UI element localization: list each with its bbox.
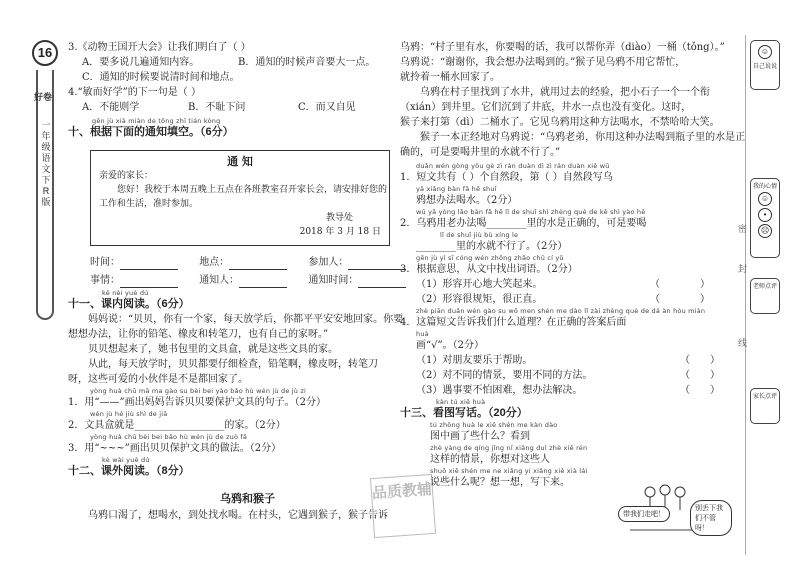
question-4-cont: 画“√”。（2分） [416,340,484,351]
pinyin: tú zhōng huà le xiē shén me kàn dào [430,421,558,429]
pinyin: kè wài yuè dú [102,456,150,464]
section-12-title: 十二、课外阅读。（8分） [68,465,190,477]
prompt-line: 图中画了些什么？看到 [430,431,530,442]
paragraph: 乌鸦说：“谢谢你，我会想办法喝到的。”猴子见乌鸦不用它帮忙， [400,57,686,68]
happy-face-icon[interactable]: ☺ [758,192,772,206]
page-number: 16 [32,40,58,66]
teacher-comment-card: 老师点评 [750,278,780,314]
choice: （3）遇事要不怕困难，想办法解决。 [416,385,583,396]
logo: 好卷 [34,92,53,102]
pinyin: huà [416,330,429,338]
paragraph: 呀，这些可爱的小伙伴是不是都回家了。 [68,374,248,385]
pinyin: zhè yàng de qíng jǐng nǐ xiǎng duì zhè xiē rén [430,444,588,452]
section-13-title: 十三、看图写话。（20分） [400,407,528,419]
paragraph: 想想办法，让你的铅笔、橡皮和转笔刀，也有自己的家呀。” [68,329,329,340]
paragraph: 猴子来打第（dì）二桶水了。它见乌鸦用这种方法喝水，不禁哈哈大笑。 [400,117,720,128]
pinyin: lǐ de shuǐ jiù bù xíng le [440,231,519,239]
notice-box [90,150,390,246]
blank-attendee[interactable] [348,260,406,270]
grade-label: 一年级语文下R版 [41,120,51,207]
paragraph: 乌鸦口渴了，想喝水，到处找水喝。在村头，它遇到猴子，猴子告诉 [88,510,388,521]
option-a: A．要多说几遍通知内容。 [82,57,200,68]
pinyin: yòng huà chū mā ma gào su bèi bei yào bǎo hù wén jù de jù zi [90,387,307,395]
question-3: 3．根据意思，从文中找出词语。（2分） [400,264,578,275]
blank-time[interactable] [120,260,178,270]
pinyin: duǎn wén gòng yǒu gè zì rán duàn dì zì rán duàn xiě wū [416,162,610,170]
notice-sender: 教导处 [325,213,353,223]
pinyin: shuō xiē shén me ne xiǎng yi xiǎng xiě xià lái [430,467,588,475]
left-column [68,40,393,140]
question-1: 1．短文共有（ ）个自然段，第（ ）自然段写乌 [400,172,613,183]
face-icon: ☺ [758,45,772,59]
notice-title: 通 知 [227,155,253,168]
option-b: B．通知的时候声音要大一点。 [238,57,376,68]
paragraph: （xián）到井里。它们沉到了井底，井水一点也没有变化。这时， [400,102,692,113]
blank-notifier[interactable] [239,278,287,288]
question-2: 2．乌鸦用老办法喝________里的水是正确的，可是要喝 [400,218,647,229]
pinyin: wén jù hé jiù shì de jiā [90,410,168,418]
sub-question: （1）形容开心地大笑起来。 [416,279,543,290]
seal-label: 密 [738,225,748,235]
story-title: 乌鸦和猴子 [220,493,275,505]
pinyin: gēn jù xià miàn de tōng zhī tián kòng [92,117,221,125]
watermark: 品质教辅 [370,474,436,538]
fill-row-1: 时间： 地点： 参加人： [90,256,406,270]
paragraph: 确的，可是要喝井里的水就不行了。” [400,147,561,158]
paragraph: 妈妈说：“贝贝，你有一个家，每天放学后，你都平平安安地回家。你要 [88,314,404,325]
paragraph: 猴子一本正经地对乌鸦说：“乌鸦老弟，你用这种办法喝到瓶子里的水是正 [420,132,746,143]
fill-row-2: 事情： 通知人： 通知时间： [90,274,406,288]
sub-question: （2）形容很规矩，很正直。 [416,294,543,305]
pinyin: wū yā yòng lǎo bàn fǎ hē lǐ de shuǐ shì zhèng què de kě shì yào hē [416,208,646,216]
pinyin: kè nèi yuè dú [102,289,149,297]
pinyin: gēn jù yì sī cóng wén zhōng zhǎo chū cí yǔ [416,254,564,262]
self-talk-card: ☺ 自己说说 [750,40,780,90]
prompt-line: 说些什么呢？想一想，写下来。 [430,477,570,488]
prompt-line: 这样的情景，你想对这些人 [430,454,550,465]
option-a: A．不能则学 [82,102,140,113]
question-11-1: 1．用“——”画出妈妈告诉贝贝要保护文具的句子。（2分） [68,397,326,408]
notice-date: 2018 年 3 月 18 日 [299,227,381,237]
blank-place[interactable] [229,260,287,270]
paragraph: 乌鸦在村子里找到了水井，就用过去的经验，把小石子一个一个衔 [420,87,710,98]
notice-body: 您好！我校于本周五晚上五点在各班教室召开家长会，请安排好您的 [117,185,388,195]
mood-card: 我的心情 ☺ • ☹ [750,178,780,258]
paragraph: 从此，每天放学时，贝贝都要仔细检查，铅笔啊，橡皮呀，转笔刀 [88,359,378,370]
notice-greeting: 亲爱的家长： [99,171,154,181]
speech-bubble: 带我们走吧！ [618,506,670,522]
neutral-face-icon[interactable]: • [758,208,772,222]
question-1-cont: 鸦想办法喝水。（2分） [416,195,518,206]
question-4: 4．这篇短文告诉我们什么道理？在正确的答案后面 [400,317,627,328]
option-c: C．而又自见 [298,102,356,113]
question-11-3: 3．用“~~~”画出贝贝保护文具的做法。（2分） [68,443,282,454]
seal-label: 线 [738,339,748,349]
right-column: 乌鸦：“村子里有水，你要喝的话，我可以帮你弄（diào）一桶（tǒng）。” 乌鸦说：“谢谢你，我会想办法喝到的。”猴子见乌鸦不用它帮忙， 就拎着一桶水回家了。 乌鸦在村子里找到了水井，就用过去的经验，把小石子一个一个衔 （xián）到井里。它们沉到了井底，井水一点也没有变化。这时， 猴子来打第（dì）二桶水了。它见乌鸦用这种方法喝水，不禁哈哈大笑。 猴子一本正经地对乌鸦说：“乌鸦老弟，你用这种办法喝到瓶子里的水是正 确的，可是要喝井里的水就不行了。” duǎn wén gòng yǒu gè zì rán duàn dì zì rán duàn xiě wū 1．短文共有（ ）个自然段，第（ ）自然段写乌 yā xiǎng bàn fǎ hē shuǐ 鸦想办法喝水。（2分） wū yā yòng lǎo bàn fǎ hē lǐ de shuǐ shì zhèng què de kě shì yào hē 2．乌鸦用老办法喝________里的水是正确的，可是要喝 lǐ de shuǐ jiù bù xíng le ________里的水就不行了。（2分） gēn jù yì sī cóng wén zhōng zhǎo chū cí yǔ 3．根据意思，从文中找出词语。（2分） （1）形容开心地大笑起来。 （ ） （2）形容很规矩，很正直。 （ ） zhè piān duǎn wén gào su wǒ men shén me dào lǐ zài zhèng què de dá àn hòu miàn 4．这篇短文告诉我们什么道理？在正确的答案后面 huà 画“√”。（2分） （1）对朋友要乐于帮助。 （ ） （2）对不同的情景，要用不同的方法。 （ ） （3）遇事要不怕困难，想办法解决。 （ ） kàn tú xiě huà 十三、看图写话。（20分） tú zhōng huà le xiē shén me kàn dào 图中画了些什么？看到 zhè yàng de qíng jǐng nǐ xiǎng duì zhè xiē rén 这样的情景，你想对这些人 shuō xiē shén me ne xiǎng yi xiǎng xiě xià lái 说些什么呢？想一想，写下来。 [400,42,746,488]
choice: （1）对朋友要乐于帮助。 [416,355,533,366]
option-b: B．不耻下问 [188,102,246,113]
paragraph: 就拎着一桶水回家了。 [400,72,500,83]
speech-bubble: 别丢下我们不管呀！ [690,500,732,536]
sad-face-icon[interactable]: ☹ [758,224,772,238]
section-10-title: 十、根据下面的通知填空。（6分） [68,126,234,138]
section-11-title: 十一、课内阅读。（6分） [68,298,190,310]
parent-comment-card: 家长点评 [750,388,780,424]
choice: （2）对不同的情景，要用不同的方法。 [416,370,593,381]
question-11-2: 2．文具盒就是__________________的家。（2分） [68,420,286,431]
paragraph: 贝贝想起来了，她书包里的文具盒，就是这些文具的家。 [88,344,338,355]
question-3: 3.《动物王国开大会》让我们明白了（ ） [68,42,251,53]
blank-event[interactable] [120,278,178,288]
pinyin: yòng huà chū bèi bei bǎo hù wén jù de zuò fǎ [90,433,248,441]
notice-body: 工作和生活，准时参加。 [99,199,199,209]
question-4: 4.“敏而好学”的下一句是（ ） [68,87,201,98]
question-2-cont: ________里的水就不行了。（2分） [416,241,568,252]
option-c: C．通知的时候要说清时间和地点。 [82,72,240,83]
pinyin: yā xiǎng bàn fǎ hē shuǐ [416,185,497,193]
illustration [620,480,730,540]
seal-label: 封 [738,265,748,275]
pinyin: zhè piān duǎn wén gào su wǒ men shén me dào lǐ zài zhèng què de dá àn hòu miàn [416,307,706,315]
section-11 [68,289,404,479]
paragraph: 乌鸦：“村子里有水，你要喝的话，我可以帮你弄（diào）一桶（tǒng）。” [400,42,725,53]
pinyin: kàn tú xiě huà [436,398,486,406]
